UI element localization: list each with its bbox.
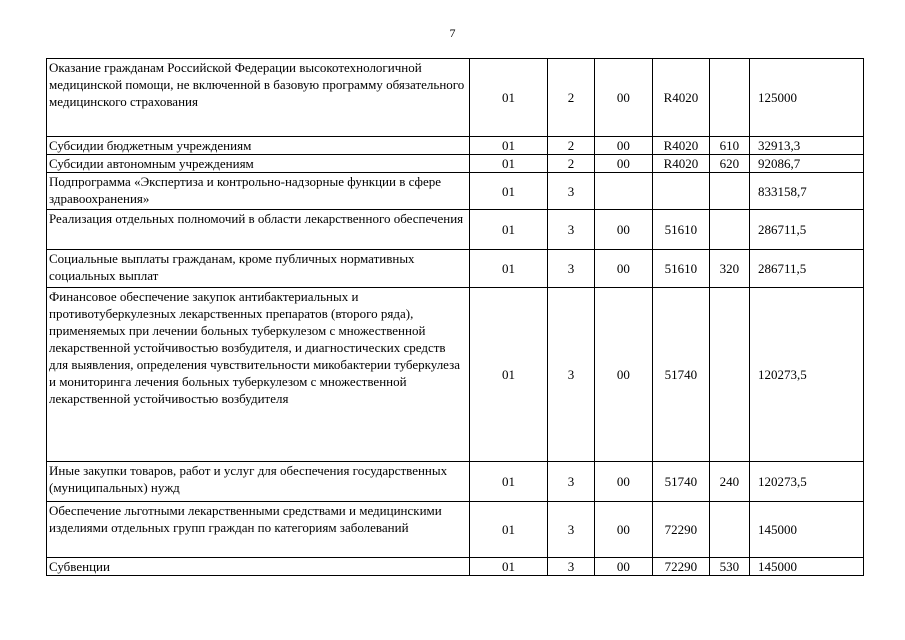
cell-amount: 120273,5 — [749, 288, 863, 462]
cell-main: 00 — [594, 59, 653, 137]
cell-dir: R4020 — [653, 137, 709, 155]
table-row — [47, 210, 864, 250]
cell-sub: 2 — [548, 137, 594, 155]
cell-gp: 01 — [469, 462, 548, 502]
cell-sub: 3 — [548, 462, 594, 502]
cell-dir: 72290 — [653, 502, 709, 558]
cell-gp: 01 — [469, 558, 548, 576]
cell-sub: 3 — [548, 558, 594, 576]
row-name: Субсидии автономным учреждениям — [47, 155, 470, 173]
cell-amount: 145000 — [749, 502, 863, 558]
cell-sub: 3 — [548, 250, 594, 288]
cell-dir: 51740 — [653, 462, 709, 502]
cell-amount: 125000 — [749, 59, 863, 137]
table-row — [47, 59, 864, 137]
cell-main: 00 — [594, 210, 653, 250]
cell-exp: 620 — [709, 155, 749, 173]
table-row — [47, 137, 864, 155]
cell-main: 00 — [594, 155, 653, 173]
cell-amount: 286711,5 — [749, 210, 863, 250]
cell-gp: 01 — [469, 173, 548, 210]
table-row — [47, 502, 864, 558]
row-name: Иные закупки товаров, работ и услуг для обеспечения государственных (муниципальных) нужд — [47, 462, 470, 502]
row-name: Подпрограмма «Экспертиза и контрольно-надзорные функции в сфере здравоохранения» — [47, 173, 470, 210]
cell-exp: 610 — [709, 137, 749, 155]
cell-exp — [709, 59, 749, 137]
cell-exp — [709, 173, 749, 210]
table-row — [47, 173, 864, 210]
cell-dir: R4020 — [653, 155, 709, 173]
table-row — [47, 558, 864, 576]
cell-sub: 2 — [548, 59, 594, 137]
cell-main — [594, 173, 653, 210]
table-row — [47, 250, 864, 288]
row-name: Финансовое обеспечение закупок антибактериальных и противотуберкулезных лекарственных препаратов (второго ряда), применяемых при лечении больных туберкулезом с множественной лекарственной устойчивостью возбудителя, и диагностических средств для выявления, определения чувствительности микобактерии туберкулеза и мониторинга лечения больных туберкулезом с множественной лекарственной устойчивостью возбудителя — [47, 288, 470, 462]
cell-main: 00 — [594, 502, 653, 558]
cell-gp: 01 — [469, 137, 548, 155]
cell-gp: 01 — [469, 502, 548, 558]
cell-sub: 3 — [548, 210, 594, 250]
cell-main: 00 — [594, 137, 653, 155]
cell-exp — [709, 288, 749, 462]
cell-exp: 530 — [709, 558, 749, 576]
cell-exp — [709, 502, 749, 558]
cell-amount: 32913,3 — [749, 137, 863, 155]
row-name: Оказание гражданам Российской Федерации высокотехнологичной медицинской помощи, не включенной в базовую программу обязательного медицинского страхования — [47, 59, 470, 137]
cell-exp: 240 — [709, 462, 749, 502]
table-row — [47, 288, 864, 462]
cell-amount: 833158,7 — [749, 173, 863, 210]
cell-exp: 320 — [709, 250, 749, 288]
cell-dir: 51610 — [653, 210, 709, 250]
cell-gp: 01 — [469, 155, 548, 173]
row-name: Обеспечение льготными лекарственными средствами и медицинскими изделиями отдельных групп граждан по категориям заболеваний — [47, 502, 470, 558]
row-name: Субвенции — [47, 558, 470, 576]
row-name: Социальные выплаты гражданам, кроме публичных нормативных социальных выплат — [47, 250, 470, 288]
cell-main: 00 — [594, 288, 653, 462]
table-row — [47, 462, 864, 502]
cell-amount: 145000 — [749, 558, 863, 576]
cell-dir: 51740 — [653, 288, 709, 462]
cell-amount: 120273,5 — [749, 462, 863, 502]
cell-amount: 286711,5 — [749, 250, 863, 288]
row-name: Субсидии бюджетным учреждениям — [47, 137, 470, 155]
page-number: 7 — [449, 26, 456, 40]
cell-main: 00 — [594, 250, 653, 288]
table-row — [47, 155, 864, 173]
cell-dir: 51610 — [653, 250, 709, 288]
cell-main: 00 — [594, 462, 653, 502]
cell-sub: 3 — [548, 502, 594, 558]
cell-gp: 01 — [469, 250, 548, 288]
row-name: Реализация отдельных полномочий в области лекарственного обеспечения — [47, 210, 470, 250]
cell-exp — [709, 210, 749, 250]
cell-sub: 2 — [548, 155, 594, 173]
cell-gp: 01 — [469, 210, 548, 250]
cell-dir: 72290 — [653, 558, 709, 576]
cell-main: 00 — [594, 558, 653, 576]
cell-dir — [653, 173, 709, 210]
cell-amount: 92086,7 — [749, 155, 863, 173]
cell-gp: 01 — [469, 59, 548, 137]
cell-dir: R4020 — [653, 59, 709, 137]
cell-sub: 3 — [548, 288, 594, 462]
cell-gp: 01 — [469, 288, 548, 462]
budget-table — [46, 58, 864, 576]
cell-sub: 3 — [548, 173, 594, 210]
